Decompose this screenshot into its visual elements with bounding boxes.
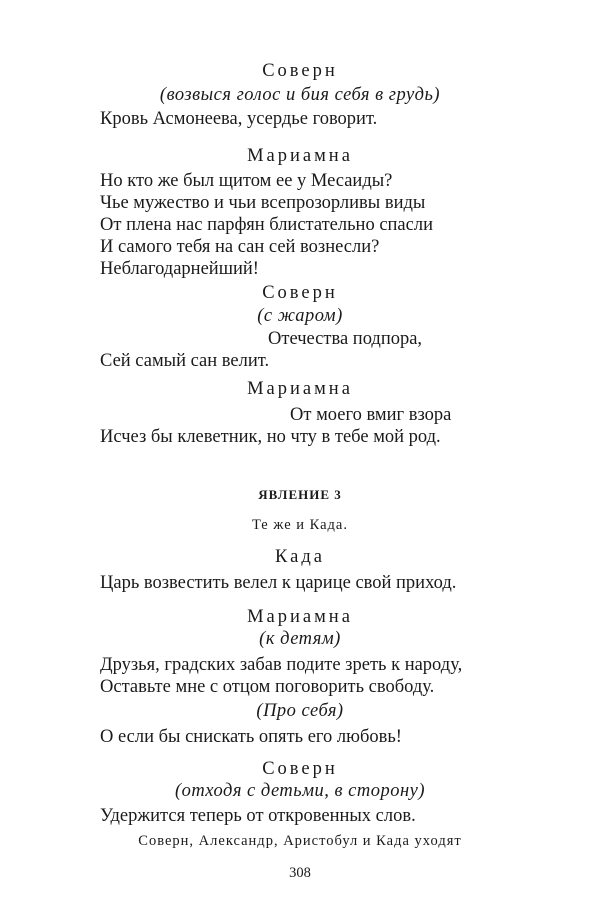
- verse-line: Отечества подпора,: [268, 329, 423, 349]
- stage-direction: (Про себя): [256, 701, 344, 721]
- stage-direction: (к детям): [259, 629, 341, 649]
- verse-line: От моего вмиг взора: [290, 405, 452, 425]
- verse-line: Кровь Асмонеева, усердье говорит.: [100, 109, 378, 129]
- verse-line: Друзья, градских забав подите зреть к народу,: [100, 655, 463, 675]
- speaker-mariamna: Мариамна: [247, 146, 353, 166]
- stage-direction: (отходя с детьми, в сторону): [174, 781, 426, 801]
- stage-direction: (возвыся голос и бия себя в грудь): [159, 85, 441, 105]
- scene-heading: ЯВЛЕНИЕ 3: [258, 487, 342, 502]
- verse-line: Сей самый сан велит.: [100, 351, 270, 371]
- speaker-mariamna: Мариамна: [247, 379, 353, 399]
- verse-line: Неблагодарнейший!: [100, 259, 259, 279]
- verse-line: И самого тебя на сан сей вознесли?: [100, 237, 380, 257]
- scene-cast: Те же и Када.: [252, 517, 348, 533]
- speaker-kada: Када: [275, 547, 325, 567]
- verse-line: О если бы снискать опять его любовь!: [100, 727, 402, 747]
- verse-line: Царь возвестить велел к царице свой приход.: [100, 573, 457, 593]
- verse-line: От плена нас парфян блистательно спасли: [100, 215, 433, 235]
- page-number: 308: [289, 865, 311, 881]
- verse-line: Исчез бы клеветник, но чту в тебе мой род.: [100, 427, 441, 447]
- exit-direction: Соверн, Александр, Аристобул и Када уходят: [138, 833, 462, 849]
- speaker-sovern: Соверн: [262, 61, 338, 81]
- speaker-sovern: Соверн: [262, 283, 338, 303]
- verse-line: Оставьте мне с отцом поговорить свободу.: [100, 677, 435, 697]
- verse-line: Чье мужество и чьи всепрозорливы виды: [100, 193, 426, 213]
- verse-line: Удержится теперь от откровенных слов.: [100, 806, 416, 826]
- verse-line: Но кто же был щитом ее у Месаиды?: [100, 171, 393, 191]
- stage-direction: (с жаром): [257, 306, 343, 326]
- speaker-mariamna: Мариамна: [247, 607, 353, 627]
- speaker-sovern: Соверн: [262, 759, 338, 779]
